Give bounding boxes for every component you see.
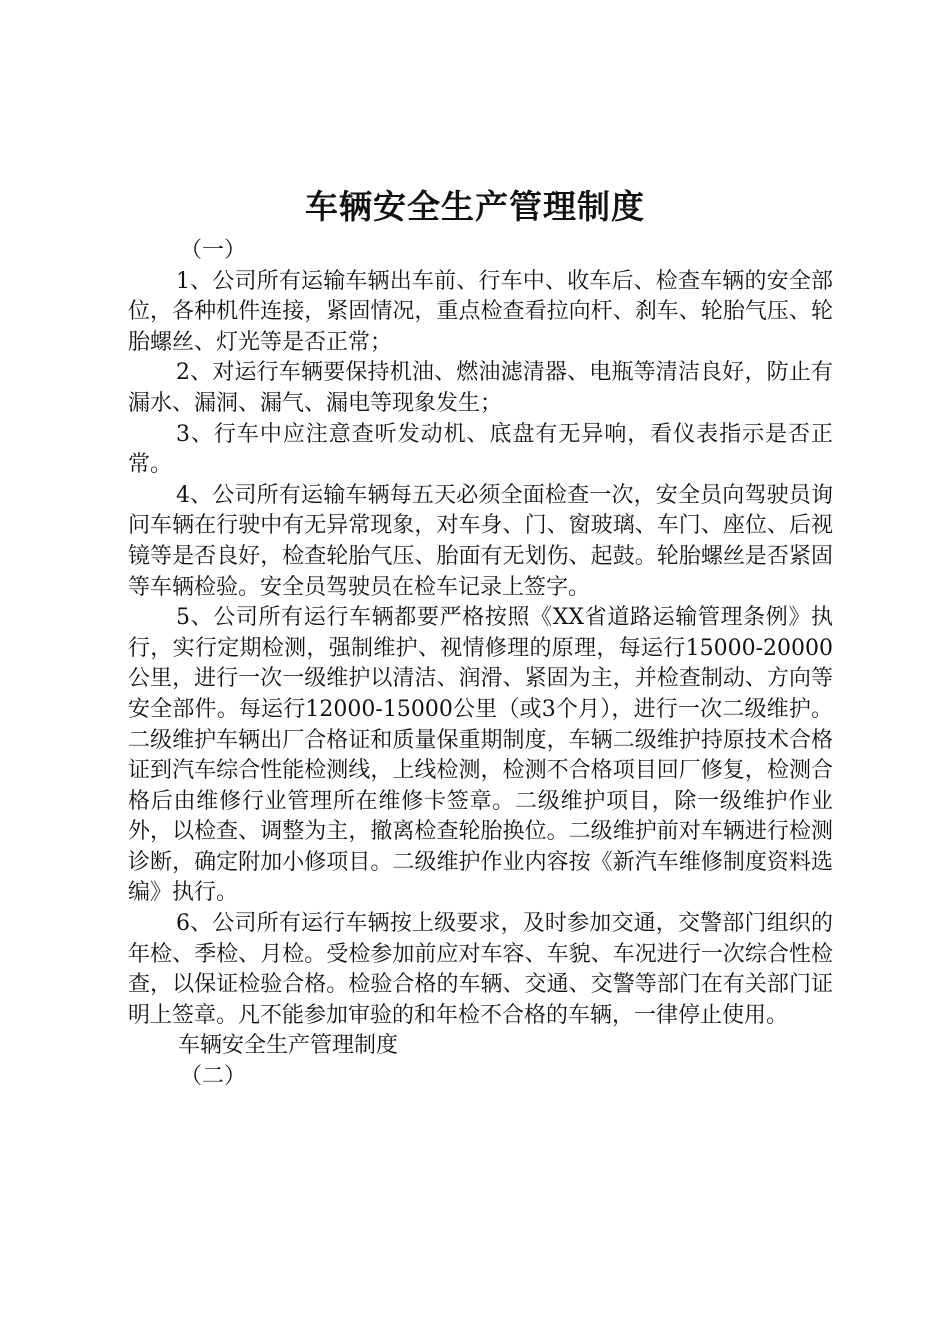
section-marker-1: （一）: [180, 238, 247, 263]
paragraph-2: 2、对运行车辆要保持机油、燃油滤清器、电瓶等清洁良好，防止有漏水、漏洞、漏气、漏电等现象发生；: [128, 360, 833, 416]
paragraph-6: 6、公司所有运行车辆按上级要求，及时参加交通，交警部门组织的年检、季检、月检。受检参加前应对车容、车貌、车况进行一次综合性检查，以保证检验合格。检验合格的车辆、交通、交警等部门在有关部门证明上签章。凡不能参加审验的和年检不合格的车辆，一律停止使用。: [128, 911, 833, 1028]
paragraph-5: 5、公司所有运行车辆都要严格按照《XX省道路运输管理条例》执行，实行定期检测，强制维护、视情修理的原理，每运行15000-20000公里，进行一次一级维护以清洁、润滑、紧固为主，并检查制动、方向等安全部件。每运行12000-15000公里（或3个月），进行一次二级维护。二级维护车辆出厂合格证和质量保重期制度，车辆二级维护持原技术合格证到汽车综合性能检测线，上线检测，检测不合格项目回厂修复，检测合格后由维修行业管理所在维修卡签章。二级维护项目，除一级维护作业外，以检查、调整为主，撤离检查轮胎换位。二级维护前对车辆进行检测诊断，确定附加小修项目。二级维护作业内容按《新汽车维修制度资料选编》执行。: [128, 605, 833, 906]
document-body: [128, 236, 833, 1093]
section-heading-repeat: 车辆安全生产管理制度: [178, 1033, 399, 1059]
paragraph-1: 1、公司所有运输车辆出车前、行车中、收车后、检查车辆的安全部位，各种机件连接，紧固情况，重点检查看拉向杆、刹车、轮胎气压、轮胎螺丝、灯光等是否正常；: [128, 268, 833, 355]
paragraph-3: 3、行车中应注意查听发动机、底盘有无异响，看仪表指示是否正常。: [128, 421, 833, 478]
paragraph-4: 4、公司所有运输车辆每五天必须全面检查一次，安全员向驾驶员询问车辆在行驶中有无异常现象，对车身、门、窗玻璃、车门、座位、后视镜等是否良好，检查轮胎气压、胎面有无划伤、起鼓。轮胎螺丝是否紧固等车辆检验。安全员驾驶员在检车记录上签字。: [128, 482, 833, 600]
section-marker-2: （二）: [180, 1064, 247, 1090]
document-title: 车辆安全生产管理制度: [305, 187, 645, 226]
